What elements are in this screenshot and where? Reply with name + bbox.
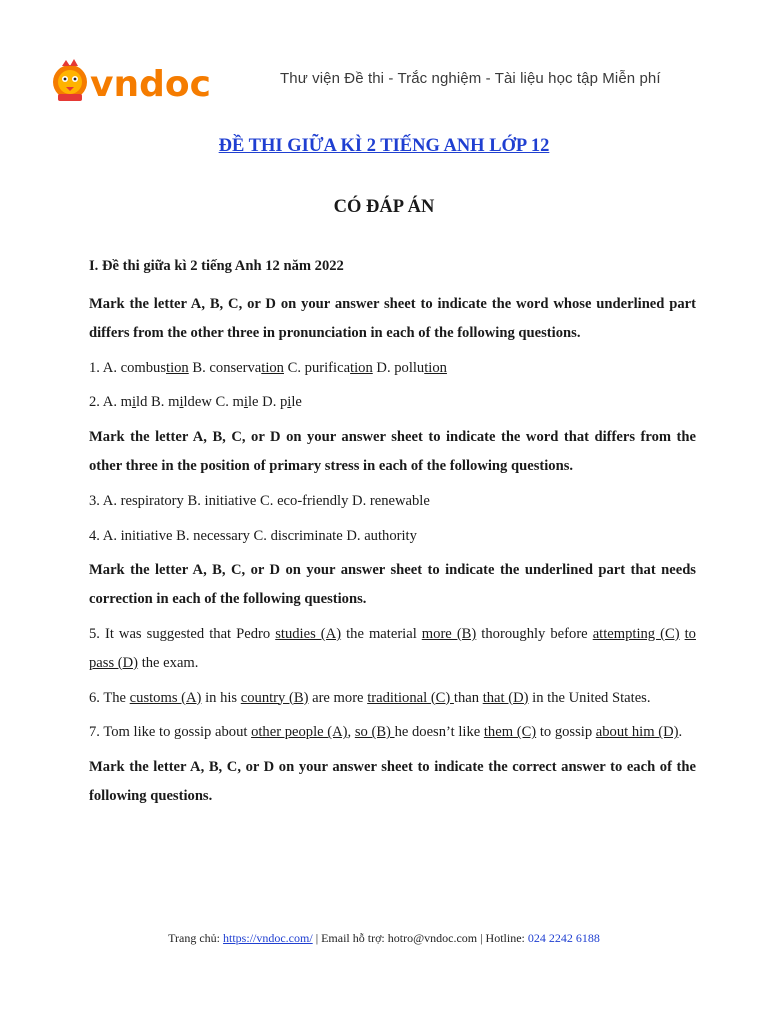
section-heading: I. Đề thi giữa kì 2 tiếng Anh 12 năm 2022 — [89, 258, 344, 274]
exam-content — [89, 255, 696, 817]
footer-email-label: | Email hỗ trợ: hotro@vndoc.com | Hotline: — [312, 931, 528, 945]
instruction-correction: Mark the letter A, B, C, or D on your answer sheet to indicate the underlined part that needs correction in each of the following questions. — [89, 562, 696, 608]
page-header — [0, 0, 768, 110]
vndoc-logo[interactable] — [48, 58, 220, 104]
footer-hotline[interactable]: 024 2242 6188 — [527, 931, 600, 945]
document-title[interactable]: ĐỀ THI GIỮA KÌ 2 TIẾNG ANH LỚP 12 — [218, 136, 550, 156]
svg-text:vndoc: vndoc — [90, 64, 211, 104]
page-footer — [0, 931, 768, 946]
site-tagline: Thư viện Đề thi - Trắc nghiệm - Tài liệu học tập Miễn phí — [280, 70, 661, 87]
instruction-pronunciation: Mark the letter A, B, C, or D on your answer sheet to indicate the word whose underlined part differs from the other three in pronunciation in each of the following questions. — [89, 296, 696, 341]
question-4: 4. A. initiative B. necessary C. discriminate D. authority — [89, 527, 417, 544]
question-7: 7. Tom like to gossip about other people (A), so (B) he doesn’t like them (C) to gossip about him (D). — [89, 724, 683, 741]
question-1: 1. A. combustion B. conservation C. purification D. pollution — [89, 359, 447, 376]
instruction-correct-answer: Mark the letter A, B, C, or D on your answer sheet to indicate the correct answer to each of the following questions. — [89, 759, 696, 804]
instruction-stress: Mark the letter A, B, C, or D on your answer sheet to indicate the word that differs from the other three in the position of primary stress in each of the following questions. — [89, 429, 696, 474]
question-5: 5. It was suggested that Pedro studies (A) the material more (B) thoroughly before attempting (C) to pass (D) the exam. — [89, 625, 696, 671]
question-2: 2. A. mild B. mildew C. mile D. pile — [89, 394, 302, 411]
footer-home-label: Trang chủ: — [168, 931, 224, 945]
footer-home-link[interactable]: https://vndoc.com/ — [223, 931, 313, 945]
document-subtitle: CÓ ĐÁP ÁN — [333, 197, 435, 217]
question-6: 6. The customs (A) in his country (B) are more traditional (C) than that (D) in the United States. — [89, 689, 651, 706]
question-3: 3. A. respiratory B. initiative C. eco-friendly D. renewable — [89, 492, 430, 509]
